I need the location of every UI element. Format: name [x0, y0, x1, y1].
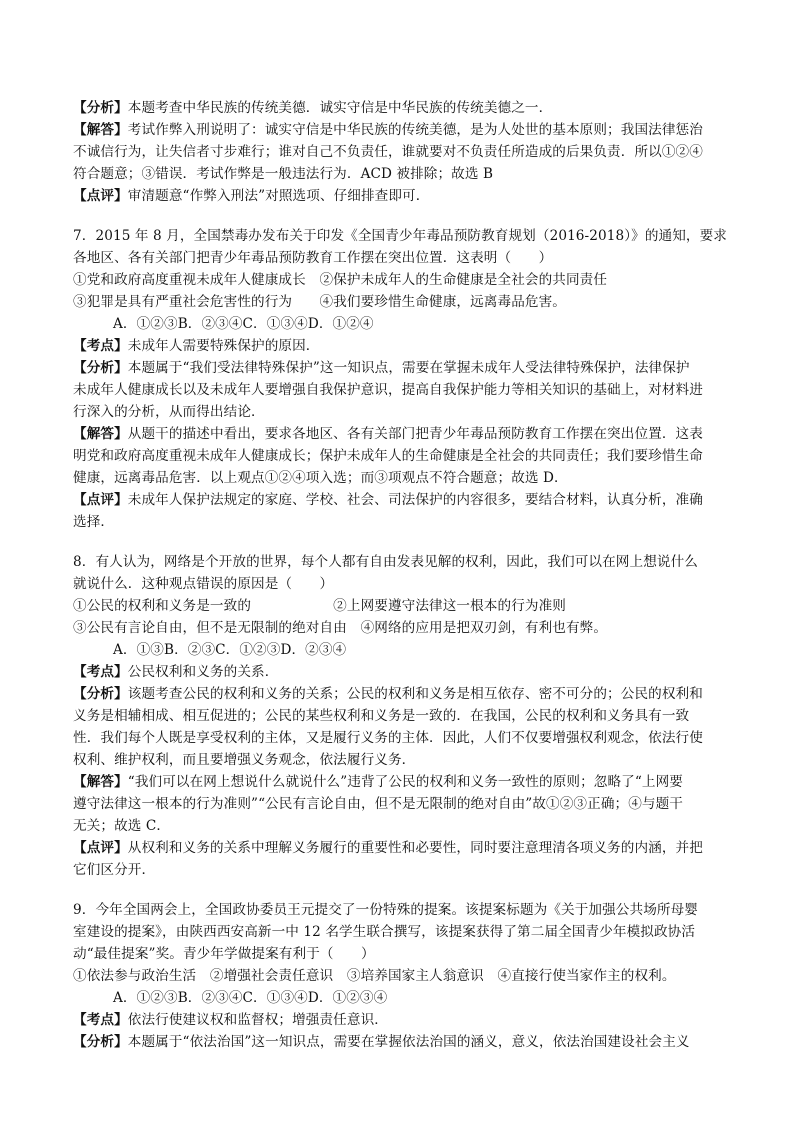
comment-text: 未成年人保护法规定的家庭、学校、社会、司法保护的内容很多，要结合材料，认真分析，准确	[127, 492, 703, 508]
q8-comment-line-2: 它们区分开．	[73, 862, 156, 878]
q8-stem-line-1: 8．有人认为，网络是个开放的世界，每个人都有自由发表见解的权利，因此，我们可以在网上想说什么	[73, 554, 698, 570]
q8-stem-line-2: 就说什么．这种观点错误的原因是（ ）	[73, 576, 334, 592]
q7-answer-line-2: 明党和政府高度重视未成年人健康成长；保护未成年人的生命健康是全社会的共同责任；我们要珍惜生命	[73, 448, 703, 464]
q9-stem-line-2: 室建设的提案》，由陕西西安高新一中 12 名学生联合撰写，该提案获得了第二届全国青少年模拟政协活	[73, 924, 696, 940]
point-text: 依法行使建议权和监督权；增强责任意识．	[127, 1012, 388, 1028]
q8-answer-line-2: 遵守法律这一根本的行为准则”“公民有言论自由，但不是无限制的绝对自由”故①②③正确；④与题干	[73, 796, 683, 812]
q7-choices: A．①②③B．②③④C．①③④D．①②④	[113, 316, 374, 332]
q9-stem-line-3: 动“最佳提案”奖。青少年学做提案有利于（ ）	[73, 946, 375, 962]
q7-option-line-1: ①党和政府高度重视未成年人健康成长 ②保护未成年人的生命健康是全社会的共同责任	[73, 272, 608, 288]
q8-option-line-1: ①公民的权利和义务是一致的 ②上网要遵守法律这一根本的行为准则	[73, 598, 566, 614]
point-text: 未成年人需要特殊保护的原因．	[127, 338, 320, 354]
q7-analysis-line-1	[73, 357, 690, 379]
q9-option-line-1: ①依法参与政治生活 ②增强社会责任意识 ③培养国家主人翁意识 ④直接行使当家作主的权利。	[73, 968, 676, 984]
q6-analysis-line	[73, 97, 552, 119]
q8-answer-line-1	[73, 771, 683, 793]
q6-answer-line-1	[73, 119, 703, 141]
answer-tag: 【解答】	[73, 774, 128, 790]
analysis-text: 本题属于“依法治国”这一知识点，需要在掌握依法治国的涵义，意义，依法治国建设社会主义	[127, 1034, 690, 1050]
point-text: 公民权利和义务的关系．	[127, 664, 279, 680]
q7-stem-line-2: 各地区、各有关部门把青少年毒品预防教育工作摆在突出位置．这表明（ ）	[73, 250, 553, 266]
q8-answer-line-3: 无关；故选 C．	[73, 818, 171, 834]
answer-text: “我们可以在网上想说什么就说什么”违背了公民的权利和义务一致性的原则；忽略了“上网要	[127, 774, 683, 790]
comment-tag: 【点评】	[73, 188, 128, 204]
point-tag: 【考点】	[73, 1012, 128, 1028]
q8-analysis-line-3: 性．我们每个人既是享受权利的主体，又是履行义务的主体．因此，人们不仅要增强权利观念，依法行使	[73, 730, 703, 746]
q8-analysis-line-4: 权利、维护权利，而且要增强义务观念，依法履行义务．	[73, 752, 416, 768]
q9-point-line	[73, 1009, 388, 1031]
comment-tag: 【点评】	[73, 492, 128, 508]
answer-tag: 【解答】	[73, 426, 128, 442]
q8-comment-line-1	[73, 837, 703, 859]
analysis-text: 本题考查中华民族的传统美德．诚实守信是中华民族的传统美德之一．	[127, 100, 553, 116]
q8-option-line-2: ③公民有言论自由，但不是无限制的绝对自由 ④网络的应用是把双刃剑，有利也有弊。	[73, 620, 608, 636]
analysis-tag: 【分析】	[73, 1034, 128, 1050]
point-tag: 【考点】	[73, 338, 128, 354]
comment-tag: 【点评】	[73, 840, 128, 856]
q8-analysis-line-2: 义务是相辅相成、相互促进的；公民的某些权利和义务是一致的．在我国，公民的权利和义务具有一致	[73, 708, 690, 724]
q7-option-line-2: ③犯罪是具有严重社会危害性的行为 ④我们要珍惜生命健康，远离毒品危害。	[73, 294, 566, 310]
q7-analysis-line-2: 未成年人健康成长以及未成年人要增强自我保护意识，提高自我保护能力等相关知识的基础上，对材料进	[73, 382, 703, 398]
comment-text: 审清题意“作弊入刑法”对照选项、仔细排查即可．	[127, 188, 430, 204]
analysis-tag: 【分析】	[73, 686, 128, 702]
q7-answer-line-3: 健康，远离毒品危害．以上观点①②④项入选；而③项观点不符合题意；故选 D．	[73, 470, 568, 486]
q6-comment-line	[73, 185, 429, 207]
analysis-text: 本题属于“我们受法律特殊保护”这一知识点，需要在掌握未成年人受法律特殊保护，法律保护	[127, 360, 690, 376]
answer-text: 考试作弊入刑说明了：诚实守信是中华民族的传统美德，是为人处世的基本原则；我国法律惩治	[127, 122, 703, 138]
analysis-tag: 【分析】	[73, 360, 128, 376]
q7-stem-line-1: 7．2015 年 8 月，全国禁毒办发布关于印发《全国青少年毒品预防教育规划（2016-2018）》的通知，要求	[73, 228, 727, 244]
q8-choices: A．①③B．②③C．①②③D．②③④	[113, 642, 347, 658]
q8-analysis-line-1	[73, 683, 703, 705]
analysis-text: 该题考查公民的权利和义务的关系；公民的权利和义务是相互依存、密不可分的；公民的权利和	[127, 686, 703, 702]
comment-text: 从权利和义务的关系中理解义务履行的重要性和必要性，同时要注意理清各项义务的内涵，并把	[127, 840, 703, 856]
q7-comment-line-1	[73, 489, 703, 511]
q9-analysis-line-1	[73, 1031, 690, 1053]
answer-tag: 【解答】	[73, 122, 128, 138]
analysis-tag: 【分析】	[73, 100, 128, 116]
q9-choices: A．①②③B．②③④C．①③④D．①②③④	[113, 990, 388, 1006]
q7-analysis-line-3: 行深入的分析，从而得出结论．	[73, 404, 265, 420]
q9-stem-line-1: 9．今年全国两会上，全国政协委员王元提交了一份特殊的提案。该提案标题为《关于加强公共场所母婴	[73, 902, 698, 918]
q7-point-line	[73, 335, 320, 357]
q7-comment-line-2: 选择．	[73, 514, 115, 530]
answer-text: 从题干的描述中看出，要求各地区、各有关部门把青少年毒品预防教育工作摆在突出位置．这表	[127, 426, 703, 442]
q6-answer-line-3: 符合题意；③错误．考试作弊是一般违法行为．ACD 被排除；故选 B	[73, 166, 494, 182]
q6-answer-line-2: 不诚信行为，让失信者寸步难行；谁对自己不负责任，谁就要对不负责任所造成的后果负责．所以①②④	[73, 144, 703, 160]
q8-point-line	[73, 661, 278, 683]
point-tag: 【考点】	[73, 664, 128, 680]
q7-answer-line-1	[73, 423, 703, 445]
